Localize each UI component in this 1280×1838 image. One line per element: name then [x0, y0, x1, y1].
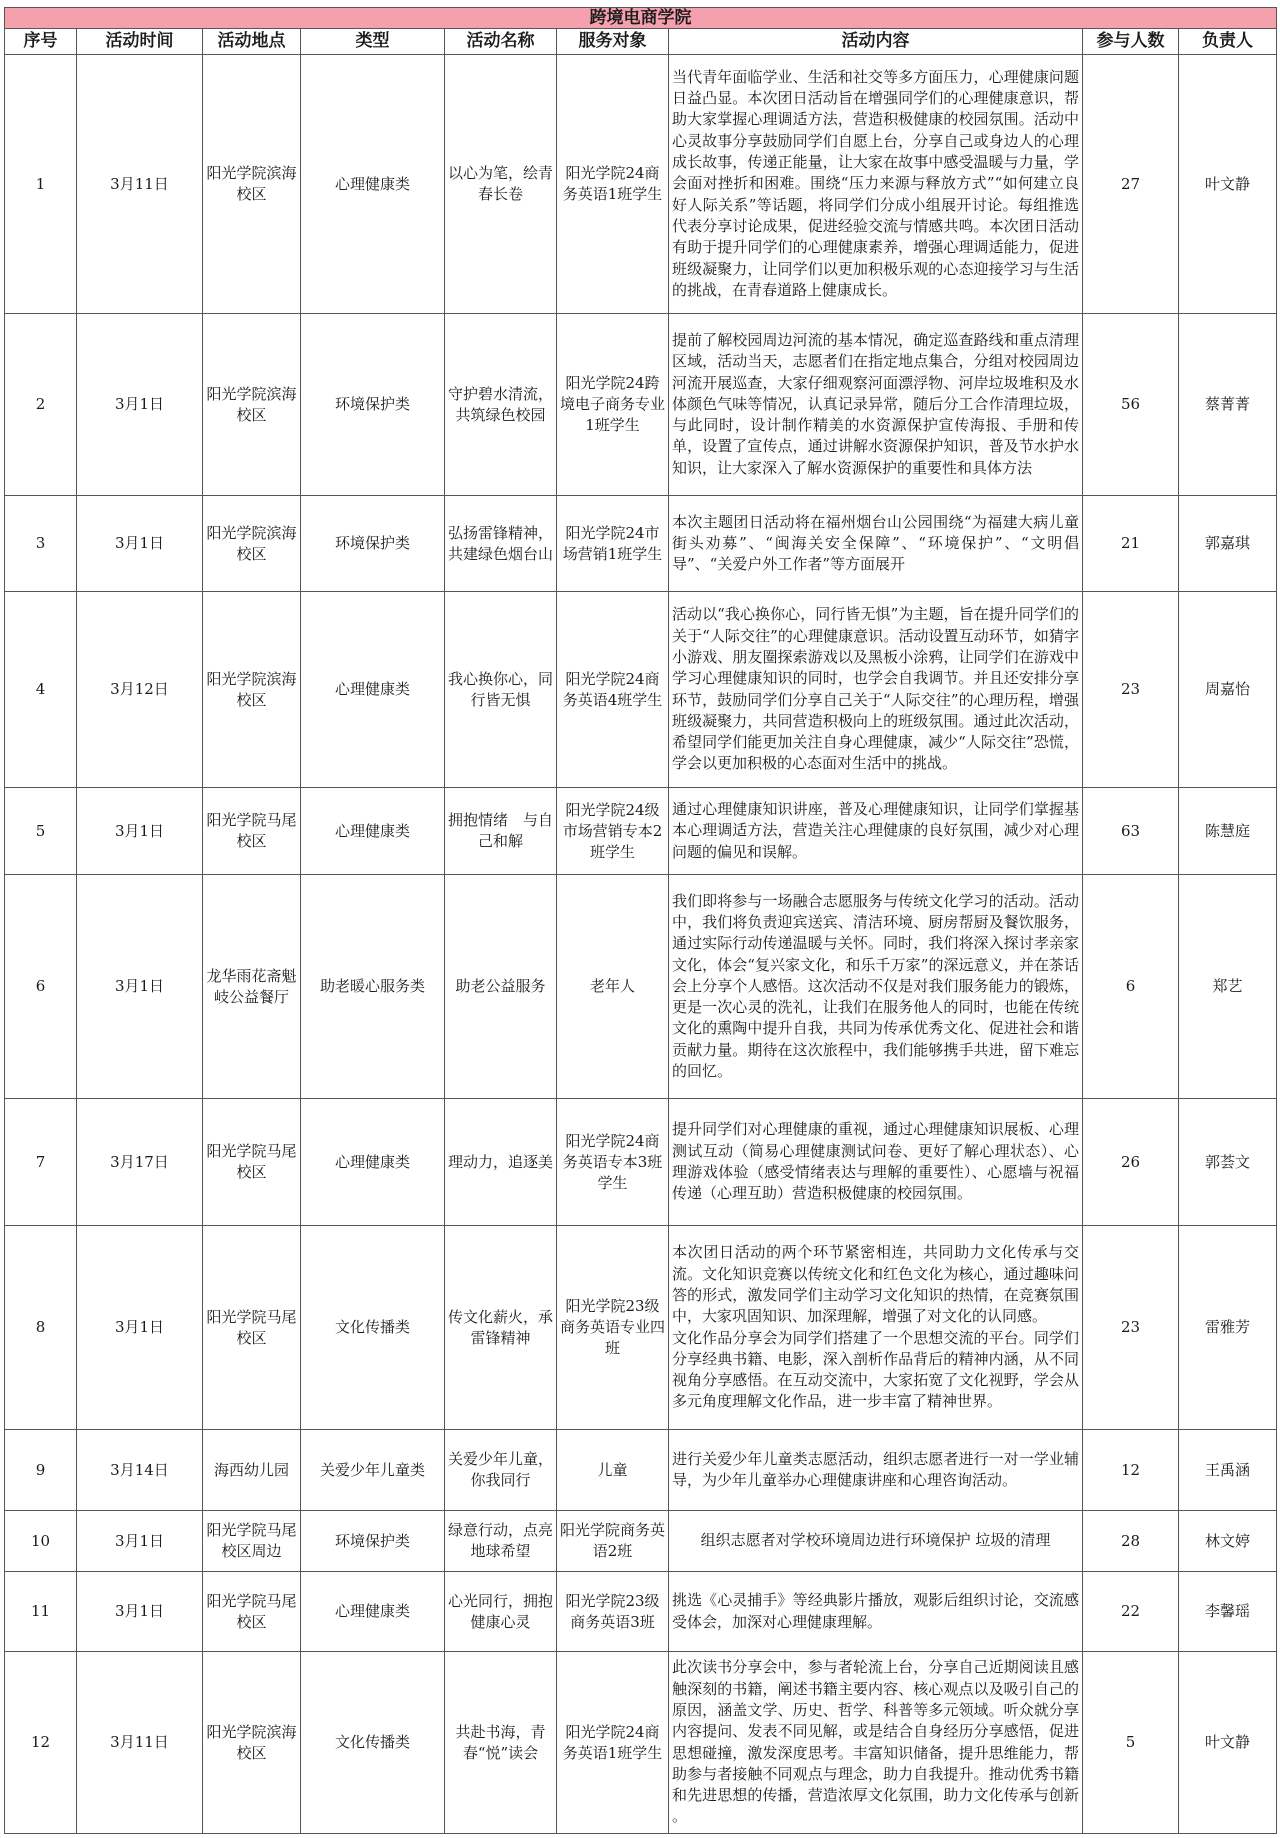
cell-type[interactable]: 心理健康类: [301, 788, 445, 875]
cell-content[interactable]: 通过心理健康知识讲座，普及心理健康知识，让同学们掌握基本心理调适方法，营造关注心理健康的良好氛围，减少对心理问题的偏见和误解。: [669, 788, 1083, 875]
header-name[interactable]: 活动名称: [445, 29, 557, 55]
cell-type[interactable]: 心理健康类: [301, 1099, 445, 1226]
cell-no[interactable]: 2: [5, 314, 77, 496]
cell-count[interactable]: 63: [1083, 788, 1179, 875]
cell-target[interactable]: 阳光学院23级商务英语专业四班: [557, 1226, 669, 1430]
cell-leader[interactable]: 林文婷: [1179, 1511, 1277, 1572]
cell-place[interactable]: 阳光学院滨海校区: [203, 55, 301, 314]
cell-target[interactable]: 阳光学院商务英语2班: [557, 1511, 669, 1572]
cell-target[interactable]: 阳光学院23级商务英语3班: [557, 1572, 669, 1652]
cell-count[interactable]: 26: [1083, 1099, 1179, 1226]
header-leader[interactable]: 负责人: [1179, 29, 1277, 55]
cell-name[interactable]: 共赴书海，青春“悦”读会: [445, 1652, 557, 1834]
cell-content[interactable]: 活动以“我心换你心，同行皆无惧”为主题，旨在提升同学们的关于“人际交往”的心理健康意识。活动设置互动环节，如猜字小游戏、朋友圈探索游戏以及黑板小涂鸦，让同学们在游戏中学习心理健康知识的同时，也学会自我调节。并且还安排分享环节，鼓励同学们分享自己关于“人际交往”的心理历程，增强班级凝聚力，共同营造积极向上的班级氛围。通过此次活动，希望同学们能更加关注自身心理健康，减少“人际交往”恐慌，学会以更加积极的心态面对生活中的挑战。: [669, 592, 1083, 788]
cell-place[interactable]: 阳光学院马尾校区: [203, 788, 301, 875]
cell-count[interactable]: 23: [1083, 1226, 1179, 1430]
cell-name[interactable]: 拥抱情绪 与自己和解: [445, 788, 557, 875]
cell-target[interactable]: 儿童: [557, 1430, 669, 1511]
cell-type[interactable]: 环境保护类: [301, 496, 445, 592]
spreadsheet: [4, 7, 1276, 1834]
table-row: [5, 1572, 1277, 1652]
table-row: [5, 1430, 1277, 1511]
cell-count[interactable]: 6: [1083, 875, 1179, 1099]
cell-no[interactable]: 11: [5, 1572, 77, 1652]
cell-name[interactable]: 助老公益服务: [445, 875, 557, 1099]
cell-count[interactable]: 21: [1083, 496, 1179, 592]
cell-name[interactable]: 传文化薪火，承雷锋精神: [445, 1226, 557, 1430]
cell-date[interactable]: 3月11日: [77, 55, 203, 314]
cell-no[interactable]: 3: [5, 496, 77, 592]
cell-place[interactable]: 龙华雨花斋魁岐公益餐厅: [203, 875, 301, 1099]
cell-target[interactable]: 阳光学院24市场营销1班学生: [557, 496, 669, 592]
cell-name[interactable]: 我心换你心，同行皆无惧: [445, 592, 557, 788]
cell-date[interactable]: 3月11日: [77, 1652, 203, 1834]
table-row: [5, 788, 1277, 875]
cell-content[interactable]: 进行关爱少年儿童类志愿活动，组织志愿者进行一对一学业辅导，为少年儿童举办心理健康讲座和心理咨询活动。: [669, 1430, 1083, 1511]
cell-target[interactable]: 阳光学院24商务英语专本3班学生: [557, 1099, 669, 1226]
cell-count[interactable]: 23: [1083, 592, 1179, 788]
cell-leader[interactable]: 周嘉怡: [1179, 592, 1277, 788]
cell-place[interactable]: 海西幼儿园: [203, 1430, 301, 1511]
cell-no[interactable]: 9: [5, 1430, 77, 1511]
cell-count[interactable]: 27: [1083, 55, 1179, 314]
cell-date[interactable]: 3月1日: [77, 1226, 203, 1430]
cell-leader[interactable]: 陈慧庭: [1179, 788, 1277, 875]
cell-leader[interactable]: 郭嘉琪: [1179, 496, 1277, 592]
cell-date[interactable]: 3月17日: [77, 1099, 203, 1226]
header-no[interactable]: 序号: [5, 29, 77, 55]
cell-place[interactable]: 阳光学院马尾校区: [203, 1099, 301, 1226]
table-row: [5, 1226, 1277, 1430]
cell-content[interactable]: 本次团日活动的两个环节紧密相连，共同助力文化传承与交流。文化知识竞赛以传统文化和红色文化为核心，通过趣味问答的形式，激发同学们主动学习文化知识的热情，在竞赛氛围中，大家巩固知识、加深理解，增强了对文化的认同感。 文化作品分享会为同学们搭建了一个思想交流的平台。同学们分享经典书籍、电影，深入剖析作品背后的精神内涵，从不同视角分享感悟。在互动交流中，大家拓宽了文化视野，学会从多元角度理解文化作品，进一步丰富了精神世界。: [669, 1226, 1083, 1430]
header-row: [5, 29, 1277, 55]
cell-date[interactable]: 3月1日: [77, 788, 203, 875]
header-date[interactable]: 活动时间: [77, 29, 203, 55]
cell-type[interactable]: 文化传播类: [301, 1652, 445, 1834]
cell-date[interactable]: 3月1日: [77, 314, 203, 496]
cell-place[interactable]: 阳光学院马尾校区周边: [203, 1511, 301, 1572]
cell-type[interactable]: 环境保护类: [301, 314, 445, 496]
cell-no[interactable]: 8: [5, 1226, 77, 1430]
cell-date[interactable]: 3月1日: [77, 1511, 203, 1572]
cell-date[interactable]: 3月1日: [77, 496, 203, 592]
cell-leader[interactable]: 雷雅芳: [1179, 1226, 1277, 1430]
cell-name[interactable]: 理动力，追逐美: [445, 1099, 557, 1226]
cell-target[interactable]: 阳光学院24商务英语1班学生: [557, 55, 669, 314]
cell-target[interactable]: 老年人: [557, 875, 669, 1099]
cell-content[interactable]: 本次主题团日活动将在福州烟台山公园围绕“为福建大病儿童街头劝募”、“闽海关安全保障”、“环境保护”、“文明倡导”、“关爱户外工作者”等方面展开: [669, 496, 1083, 592]
cell-count[interactable]: 5: [1083, 1652, 1179, 1834]
sheet-title[interactable]: 跨境电商学院: [5, 8, 1277, 29]
cell-count[interactable]: 56: [1083, 314, 1179, 496]
cell-name[interactable]: 心光同行，拥抱健康心灵: [445, 1572, 557, 1652]
cell-target[interactable]: 阳光学院24商务英语1班学生: [557, 1652, 669, 1834]
table-row: [5, 55, 1277, 314]
cell-type[interactable]: 助老暖心服务类: [301, 875, 445, 1099]
cell-name[interactable]: 守护碧水清流，共筑绿色校园: [445, 314, 557, 496]
cell-target[interactable]: 阳光学院24商务英语4班学生: [557, 592, 669, 788]
header-content[interactable]: 活动内容: [669, 29, 1083, 55]
cell-content[interactable]: 提升同学们对心理健康的重视，通过心理健康知识展板、心理测试互动（简易心理健康测试问卷、更好了解心理状态）、心理游戏体验（感受情绪表达与理解的重要性）、心愿墙与祝福传递（心理互助）营造积极健康的校园氛围。: [669, 1099, 1083, 1226]
cell-content[interactable]: 提前了解校园周边河流的基本情况，确定巡查路线和重点清理区域，活动当天，志愿者们在指定地点集合，分组对校园周边河流开展巡查，大家仔细观察河面漂浮物、河岸垃圾堆积及水体颜色气味等情况，认真记录异常，随后分工合作清理垃圾，与此同时，设计制作精美的水资源保护宣传海报、手册和传单，设置了宣传点，通过讲解水资源保护知识，普及节水护水知识，让大家深入了解水资源保护的重要性和具体方法: [669, 314, 1083, 496]
header-target[interactable]: 服务对象: [557, 29, 669, 55]
cell-leader[interactable]: 郭荟文: [1179, 1099, 1277, 1226]
cell-name[interactable]: 绿意行动，点亮地球希望: [445, 1511, 557, 1572]
table-row: [5, 1511, 1277, 1572]
cell-no[interactable]: 5: [5, 788, 77, 875]
cell-no[interactable]: 1: [5, 55, 77, 314]
table-row: [5, 496, 1277, 592]
cell-leader[interactable]: 叶文静: [1179, 55, 1277, 314]
cell-no[interactable]: 4: [5, 592, 77, 788]
header-place[interactable]: 活动地点: [203, 29, 301, 55]
header-type[interactable]: 类型: [301, 29, 445, 55]
table-row: [5, 1099, 1277, 1226]
cell-content[interactable]: 当代青年面临学业、生活和社交等多方面压力，心理健康问题日益凸显。本次团日活动旨在增强同学们的心理健康意识，帮助大家掌握心理调适方法，营造积极健康的校园氛围。活动中心灵故事分享鼓励同学们自愿上台，分享自己或身边人的心理成长故事，传递正能量，让大家在故事中感受温暖与力量，学会面对挫折和困难。围绕“压力来源与释放方式”“如何建立良好人际关系”等话题，将同学们分成小组展开讨论。每组推选代表分享讨论成果，促进经验交流与情感共鸣。本次团日活动有助于提升同学们的心理健康素养，增强心理调适能力，促进班级凝聚力，让同学们以更加积极乐观的心态迎接学习与生活的挑战，在青春道路上健康成长。: [669, 55, 1083, 314]
cell-place[interactable]: 阳光学院马尾校区: [203, 1226, 301, 1430]
cell-count[interactable]: 28: [1083, 1511, 1179, 1572]
cell-no[interactable]: 6: [5, 875, 77, 1099]
cell-leader[interactable]: 李馨瑶: [1179, 1572, 1277, 1652]
cell-leader[interactable]: 王禹涵: [1179, 1430, 1277, 1511]
header-count[interactable]: 参与人数: [1083, 29, 1179, 55]
cell-place[interactable]: 阳光学院滨海校区: [203, 496, 301, 592]
cell-type[interactable]: 文化传播类: [301, 1226, 445, 1430]
cell-no[interactable]: 7: [5, 1099, 77, 1226]
cell-no[interactable]: 12: [5, 1652, 77, 1834]
cell-date[interactable]: 3月12日: [77, 592, 203, 788]
cell-target[interactable]: 阳光学院24跨境电子商务专业1班学生: [557, 314, 669, 496]
cell-no[interactable]: 10: [5, 1511, 77, 1572]
cell-date[interactable]: 3月1日: [77, 875, 203, 1099]
table-row: [5, 592, 1277, 788]
cell-type[interactable]: 环境保护类: [301, 1511, 445, 1572]
cell-name[interactable]: 关爱少年儿童，你我同行: [445, 1430, 557, 1511]
cell-name[interactable]: 以心为笔，绘青春长卷: [445, 55, 557, 314]
cell-content[interactable]: 挑选《心灵捕手》等经典影片播放，观影后组织讨论，交流感受体会，加深对心理健康理解。: [669, 1572, 1083, 1652]
cell-target[interactable]: 阳光学院24级市场营销专本2班学生: [557, 788, 669, 875]
cell-name[interactable]: 弘扬雷锋精神，共建绿色烟台山: [445, 496, 557, 592]
cell-type[interactable]: 心理健康类: [301, 55, 445, 314]
cell-date[interactable]: 3月14日: [77, 1430, 203, 1511]
cell-content[interactable]: 组织志愿者对学校环境周边进行环境保护 垃圾的清理: [669, 1511, 1083, 1572]
table-row: [5, 875, 1277, 1099]
cell-type[interactable]: 心理健康类: [301, 1572, 445, 1652]
cell-leader[interactable]: 叶文静: [1179, 1652, 1277, 1834]
cell-leader[interactable]: 郑艺: [1179, 875, 1277, 1099]
cell-count[interactable]: 22: [1083, 1572, 1179, 1652]
cell-count[interactable]: 12: [1083, 1430, 1179, 1511]
cell-place[interactable]: 阳光学院马尾校区: [203, 1572, 301, 1652]
table-row: [5, 314, 1277, 496]
cell-content[interactable]: 我们即将参与一场融合志愿服务与传统文化学习的活动。活动中，我们将负责迎宾送宾、清洁环境、厨房帮厨及餐饮服务，通过实际行动传递温暖与关怀。同时，我们将深入探讨孝亲家文化，体会“复兴家文化，和乐千万家”的深远意义，并在茶话会上分享个人感悟。这次活动不仅是对我们服务能力的锻炼，更是一次心灵的洗礼，让我们在服务他人的同时，也能在传统文化的熏陶中提升自我，共同为传承优秀文化、促进社会和谐贡献力量。期待在这次旅程中，我们能够携手共进，留下难忘的回忆。: [669, 875, 1083, 1099]
cell-leader[interactable]: 蔡菁菁: [1179, 314, 1277, 496]
cell-content[interactable]: 此次读书分享会中，参与者轮流上台，分享自己近期阅读且感触深刻的书籍，阐述书籍主要内容、核心观点以及吸引自己的原因，涵盖文学、历史、哲学、科普等多元领域。听众就分享内容提问、发表不同见解，或是结合自身经历分享感悟，促进思想碰撞，激发深度思考。丰富知识储备，提升思维能力，帮助参与者接触不同观点与理念，助力自我提升。推动优秀书籍和先进思想的传播，营造浓厚文化氛围，助力文化传承与创新 。: [669, 1652, 1083, 1834]
cell-type[interactable]: 关爱少年儿童类: [301, 1430, 445, 1511]
activity-table: [4, 7, 1277, 1834]
table-row: [5, 1652, 1277, 1834]
cell-place[interactable]: 阳光学院滨海校区: [203, 314, 301, 496]
cell-date[interactable]: 3月1日: [77, 1572, 203, 1652]
cell-place[interactable]: 阳光学院滨海校区: [203, 592, 301, 788]
cell-type[interactable]: 心理健康类: [301, 592, 445, 788]
cell-place[interactable]: 阳光学院滨海校区: [203, 1652, 301, 1834]
